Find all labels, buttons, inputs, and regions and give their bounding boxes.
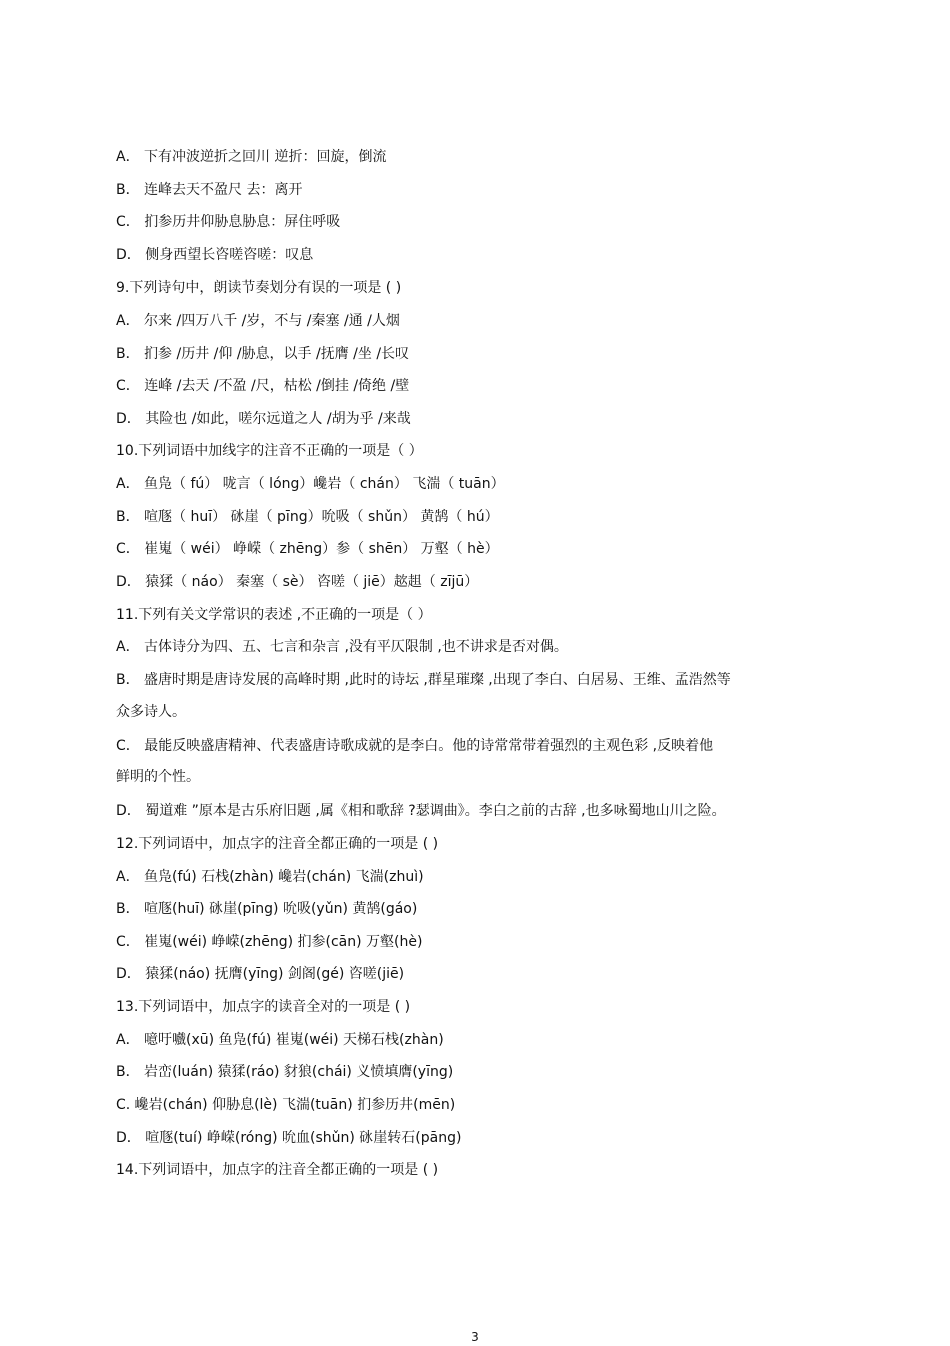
q12-option-d: D． 猿猱(náo) 抚膺(yīng) 剑阁(gé) 咨嗟(jiē) (116, 966, 405, 982)
q10-option-a: A． 鱼凫（ fú） 咙言（ lóng）巉岩（ chán） 飞湍（ tuān） (116, 476, 505, 492)
option-b-line: B． 连峰去天不盈尺 去：离开 (116, 182, 303, 198)
q10-option-d: D． 猿猱（ náo） 秦塞（ sè） 咨嗟（ jiē）趑趄（ zījū） (116, 574, 479, 590)
question-11: 11.下列有关文学常识的表述 ,不正确的一项是（ ） (116, 607, 432, 623)
q11-option-c-cont: 鲜明的个性。 (116, 769, 200, 785)
q11-option-c: C． 最能反映盛唐精神、代表盛唐诗歌成就的是李白。他的诗常常带着强烈的主观色彩 ,反映着他 (116, 738, 714, 754)
q9-option-a: A． 尔来 /四万八千 /岁，不与 /秦塞 /通 /人烟 (116, 313, 400, 329)
question-10: 10.下列词语中加线字的注音不正确的一项是（ ） (116, 443, 423, 459)
question-14: 14.下列词语中，加点字的注音全都正确的一项是 ( ) (116, 1162, 439, 1178)
q13-option-c: C. 巉岩(chán) 仰胁息(lè) 飞湍(tuān) 扪参历井(mēn) (116, 1097, 456, 1113)
question-9: 9.下列诗句中，朗读节奏划分有误的一项是 ( ) (116, 280, 402, 296)
option-d-line: D． 侧身西望长咨嗟咨嗟：叹息 (116, 247, 314, 263)
q10-option-b: B． 喧豗（ huī） 砯崖（ pīng）吮吸（ shǔn） 黄鹄（ hú） (116, 509, 499, 525)
q13-option-a: A． 噫吁嚱(xū) 鱼凫(fú) 崔嵬(wéi) 天梯石栈(zhàn) (116, 1032, 444, 1048)
page-number: 3 (471, 1330, 479, 1344)
q11-option-b: B． 盛唐时期是唐诗发展的高峰时期 ,此时的诗坛 ,群星璀璨 ,出现了李白、白居易、王维、孟浩然等 (116, 672, 731, 688)
q11-option-b-cont: 众多诗人。 (116, 704, 186, 720)
option-a-line: A． 下有冲波逆折之回川 逆折：回旋，倒流 (116, 149, 387, 165)
q12-option-a: A． 鱼凫(fú) 石栈(zhàn) 巉岩(chán) 飞湍(zhuì) (116, 869, 424, 885)
q13-option-b: B． 岩峦(luán) 猿猱(ráo) 豺狼(chái) 义愤填膺(yīng) (116, 1064, 454, 1080)
q11-option-d: D． 蜀道难 ”原本是古乐府旧题 ,属《相和歌辞 ?瑟调曲》。李白之前的古辞 ,也多咏蜀地山川之险。 (116, 803, 726, 819)
q12-option-b: B． 喧豗(huī) 砯崖(pīng) 吮吸(yǔn) 黄鹄(gáo) (116, 901, 418, 917)
q13-option-d: D． 喧豗(tuí) 峥嵘(róng) 吮血(shǔn) 砯崖转石(pāng) (116, 1130, 462, 1146)
q11-option-a: A． 古体诗分为四、五、七言和杂言 ,没有平仄限制 ,也不讲求是否对偶。 (116, 639, 568, 655)
option-c-line: C． 扪参历井仰胁息胁息：屏住呼吸 (116, 214, 341, 230)
q9-option-b: B． 扪参 /历井 /仰 /胁息，以手 /抚膺 /坐 /长叹 (116, 346, 410, 362)
question-12: 12.下列词语中，加点字的注音全都正确的一项是 ( ) (116, 836, 439, 852)
question-13: 13.下列词语中，加点字的读音全对的一项是 ( ) (116, 999, 411, 1015)
q10-option-c: C． 崔嵬（ wéi） 峥嵘（ zhēng）参（ shēn） 万壑（ hè） (116, 541, 499, 557)
q9-option-d: D． 其险也 /如此，嗟尔远道之人 /胡为乎 /来哉 (116, 411, 411, 427)
q9-option-c: C． 连峰 /去天 /不盈 /尺，枯松 /倒挂 /倚绝 /壁 (116, 378, 410, 394)
q12-option-c: C． 崔嵬(wéi) 峥嵘(zhēng) 扪参(cān) 万壑(hè) (116, 934, 423, 950)
